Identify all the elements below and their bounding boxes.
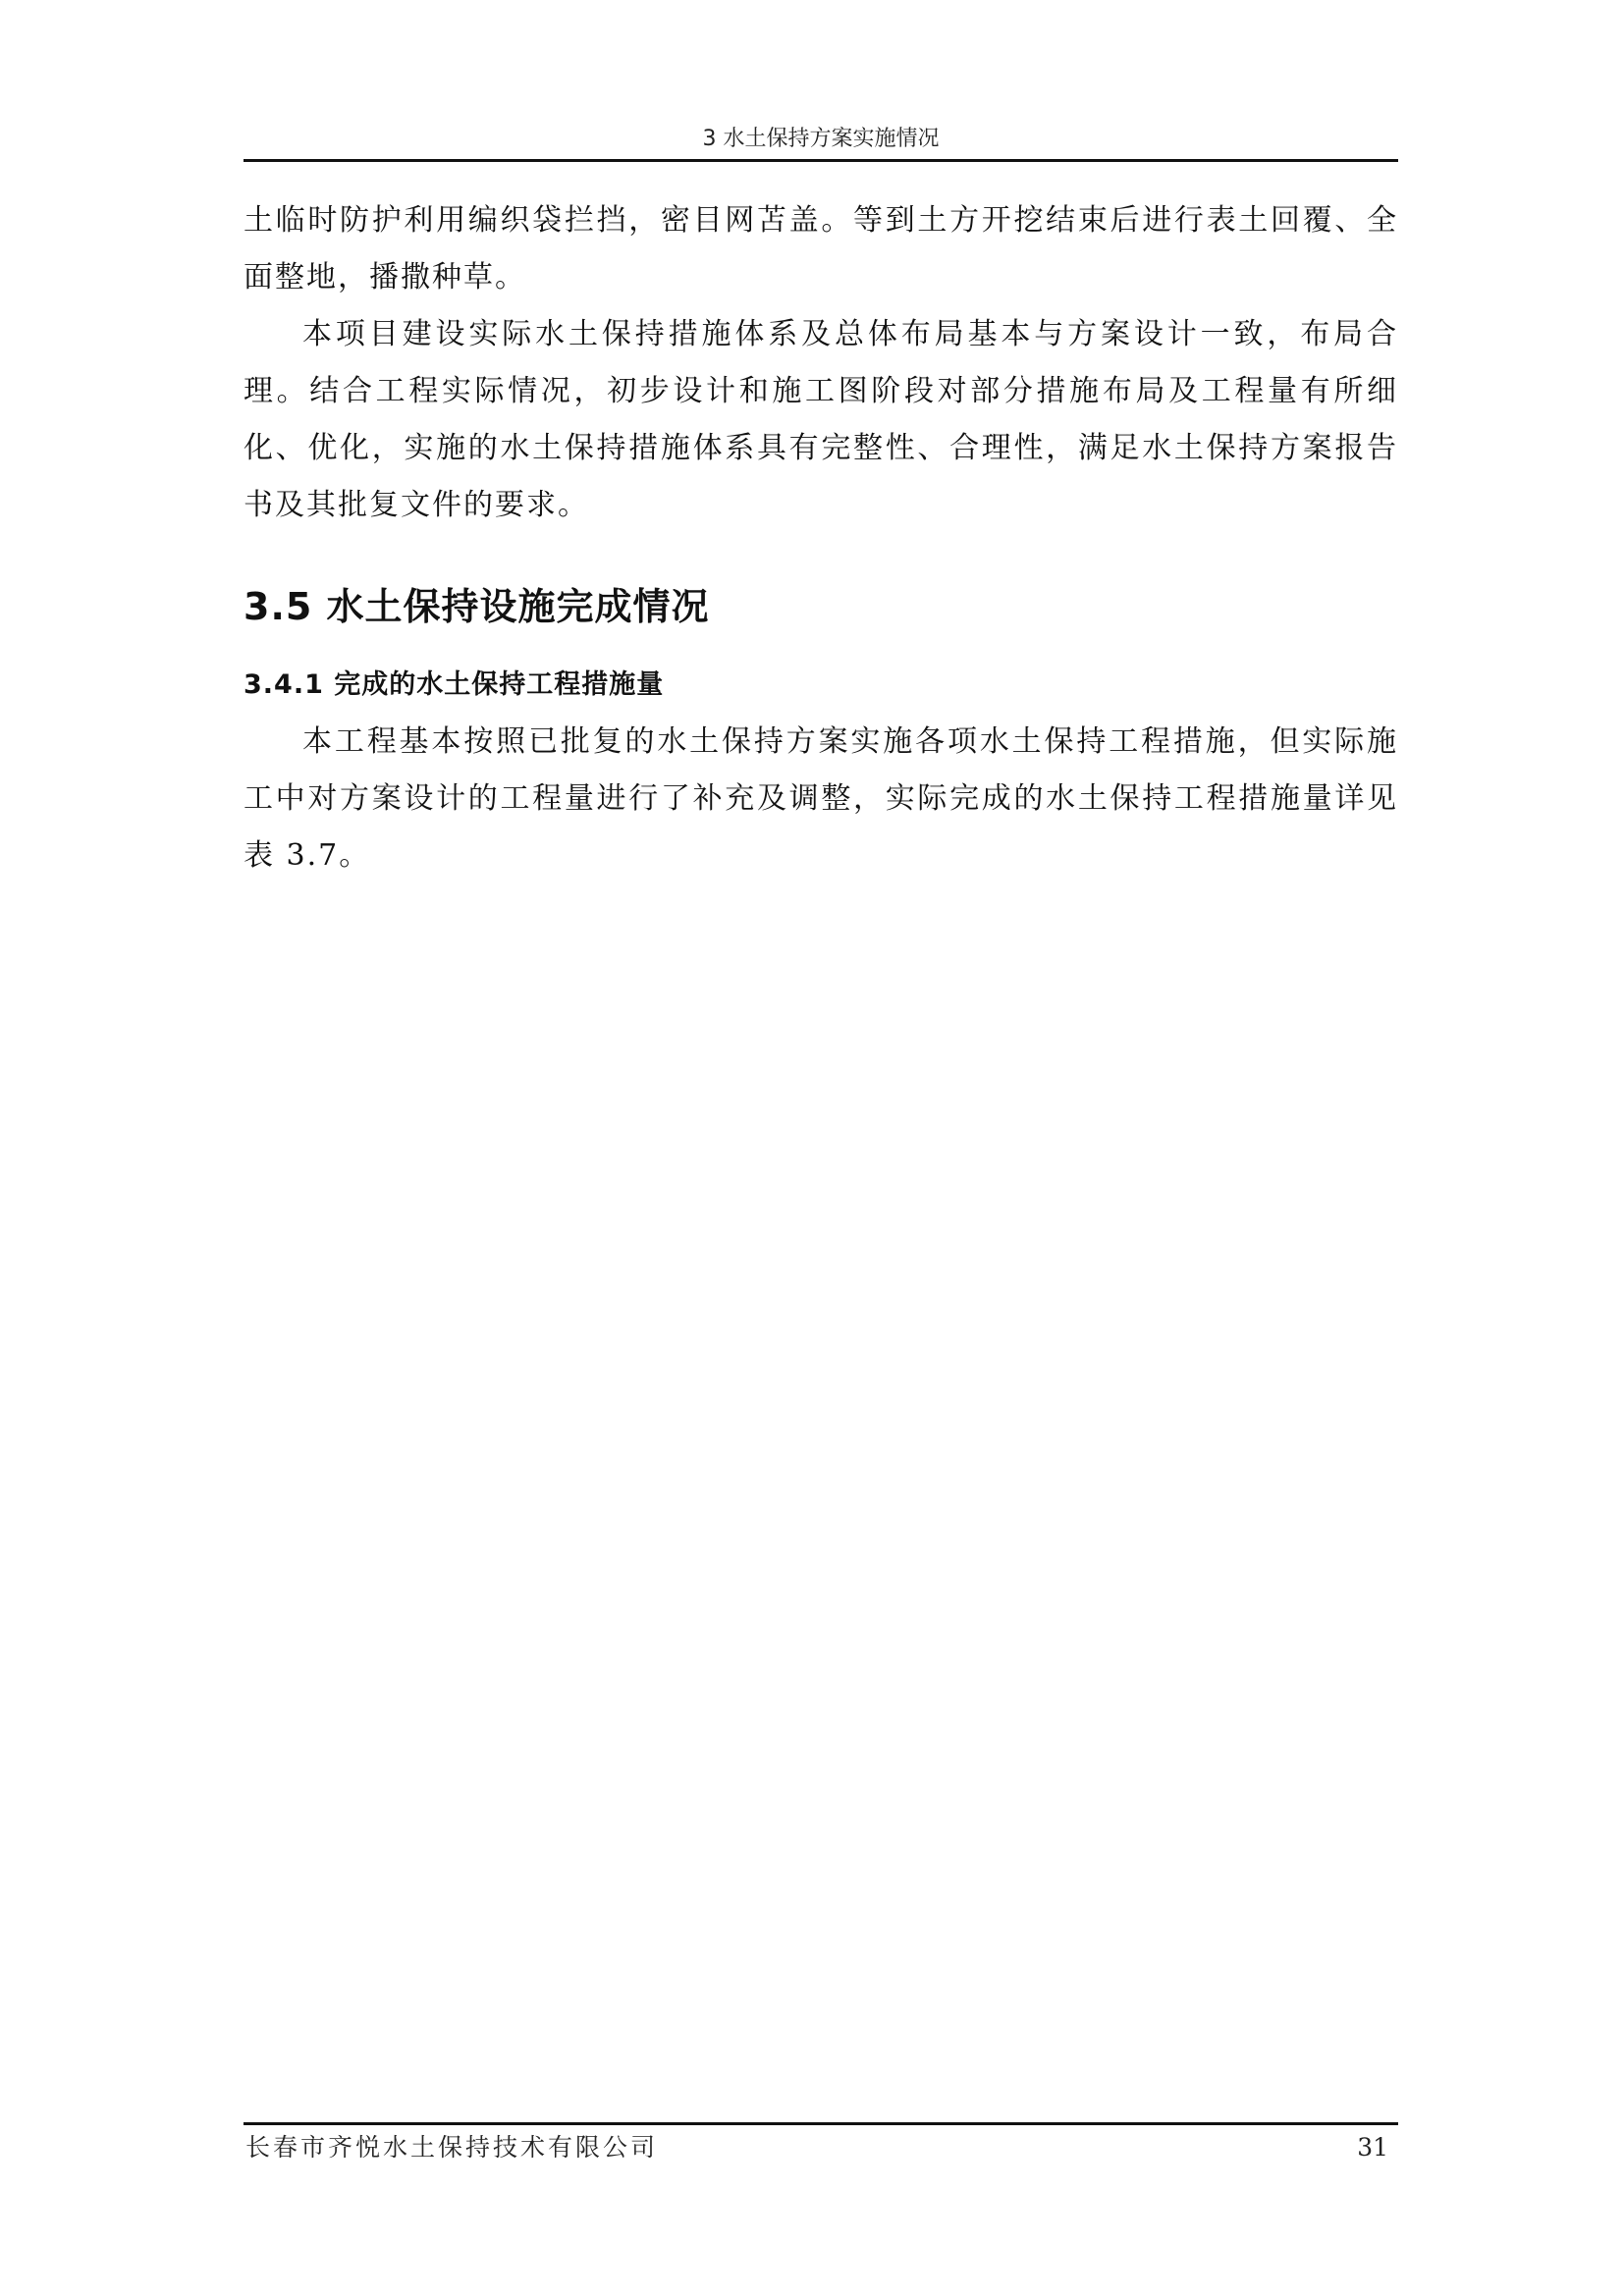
footer-divider xyxy=(244,2122,1398,2125)
section-heading: 3.5 水土保持设施完成情况 xyxy=(244,585,710,628)
subsection-heading: 3.4.1 完成的水土保持工程措施量 xyxy=(244,669,665,700)
footer-company-name: 长春市齐悦水土保持技术有限公司 xyxy=(245,2133,659,2162)
body-paragraph-3: 本工程基本按照已批复的水土保持方案实施各项水土保持工程措施，但实际施工中对方案设计的工程量进行了补充及调整，实际完成的水土保持工程措施量详见表 3.7。 xyxy=(244,724,1398,873)
body-paragraph-1: 土临时防护利用编织袋拦挡，密目网苫盖。等到土方开挖结束后进行表土回覆、全面整地，播撒种草。 xyxy=(244,203,1398,294)
body-paragraph-2: 本项目建设实际水土保持措施体系及总体布局基本与方案设计一致，布局合理。结合工程实际情况，初步设计和施工图阶段对部分措施布局及工程量有所细化、优化，实施的水土保持措施体系具有完整性、合理性，满足水土保持方案报告书及其批复文件的要求。 xyxy=(244,317,1398,522)
header-divider xyxy=(244,159,1398,162)
page-header-title: 3 水土保持方案实施情况 xyxy=(702,127,940,151)
page-number: 31 xyxy=(1357,2133,1388,2162)
